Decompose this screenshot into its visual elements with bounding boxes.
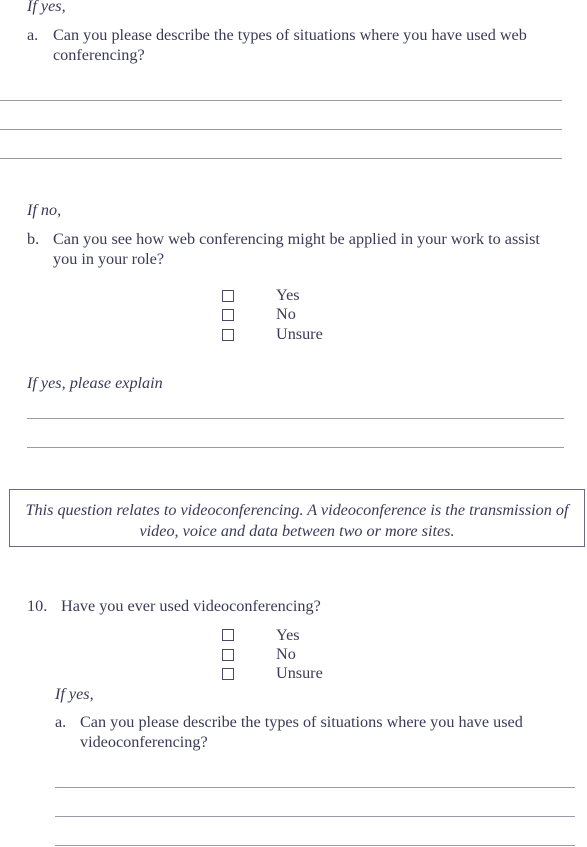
- answer-line-10a-2[interactable]: [55, 816, 575, 817]
- question-b-label: b.: [27, 230, 40, 248]
- question-10a-line1: Can you please describe the types of situations where you have used: [80, 713, 523, 731]
- info-note-text: This question relates to videoconferencing. A videoconference is the transmission of video, voice and data between two or more sites.: [25, 501, 569, 540]
- question-a-line1: Can you please describe the types of situations where you have used web: [53, 26, 527, 44]
- option-b-yes-label: Yes: [276, 286, 300, 304]
- option-b-unsure-label: Unsure: [276, 325, 323, 343]
- question-10-text: Have you ever used videoconferencing?: [61, 597, 321, 615]
- checkbox-10-no[interactable]: [222, 649, 234, 661]
- answer-line-b-2[interactable]: [27, 447, 564, 448]
- answer-line-10a-1[interactable]: [55, 787, 575, 788]
- checkbox-b-no[interactable]: [222, 309, 234, 321]
- option-b-no-label: No: [276, 305, 296, 323]
- answer-line-a-1[interactable]: [0, 100, 562, 101]
- option-10-unsure-label: Unsure: [276, 664, 323, 682]
- answer-line-10a-3[interactable]: [55, 845, 575, 846]
- question-b-line2: you in your role?: [53, 250, 165, 268]
- option-10-yes-label: Yes: [276, 626, 300, 644]
- condition-if-yes-10: If yes,: [55, 685, 94, 703]
- answer-line-a-2[interactable]: [0, 129, 562, 130]
- info-note-box: [9, 489, 585, 547]
- answer-line-a-3[interactable]: [0, 158, 562, 159]
- question-10a-line2: videoconferencing?: [80, 733, 208, 751]
- checkbox-10-unsure[interactable]: [222, 668, 234, 680]
- question-10a-label: a.: [55, 713, 67, 731]
- followup-if-yes-explain: If yes, please explain: [27, 374, 163, 392]
- condition-if-no: If no,: [27, 201, 62, 219]
- question-a-label: a.: [27, 26, 39, 44]
- checkbox-b-yes[interactable]: [222, 290, 234, 302]
- checkbox-b-unsure[interactable]: [222, 329, 234, 341]
- condition-if-yes-a: If yes,: [27, 0, 66, 15]
- question-10-number: 10.: [27, 597, 48, 615]
- option-10-no-label: No: [276, 645, 296, 663]
- answer-line-b-1[interactable]: [27, 418, 564, 419]
- question-a-line2: conferencing?: [53, 46, 145, 64]
- question-b-line1: Can you see how web conferencing might be applied in your work to assist: [53, 230, 540, 248]
- checkbox-10-yes[interactable]: [222, 629, 234, 641]
